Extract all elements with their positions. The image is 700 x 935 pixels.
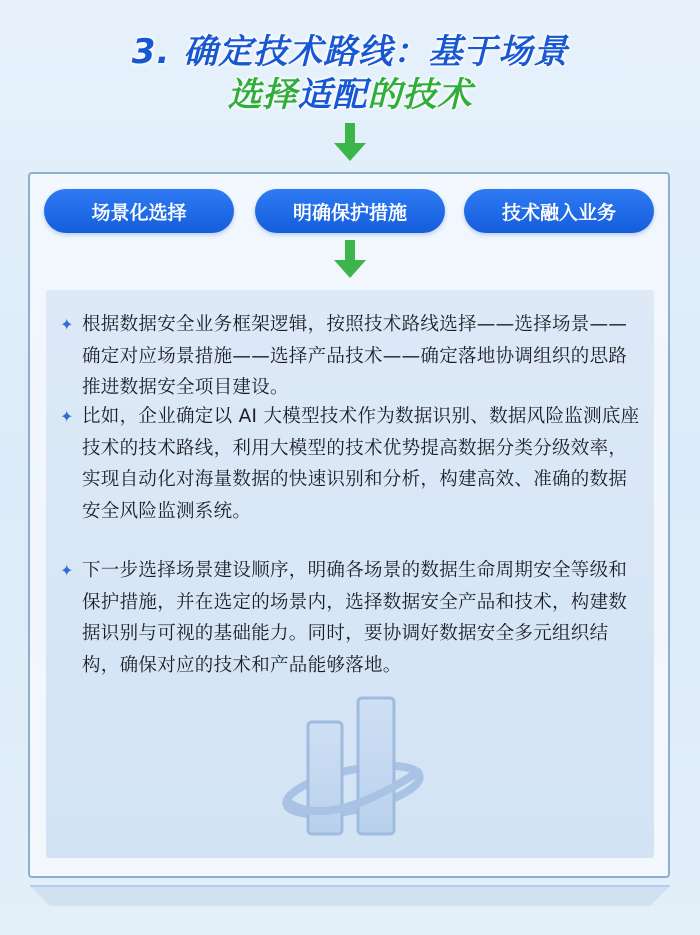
step-pill-label: 技术融入业务 [501, 201, 616, 224]
bullet-item-2 [60, 401, 642, 527]
step-pill-integration [464, 189, 654, 233]
bullet-item-3 [60, 555, 642, 681]
bullet-text: 比如，企业确定以 AI 大模型技术作为数据识别、数据风险监测底座技术的技术路线，利用大模型的技术优势提高数据分类分级效率，实现自动化对海量数据的快速识别和分析，构建高效、准确的数据安全风险监测系统。 [82, 406, 640, 522]
step-pill-label: 场景化选择 [91, 201, 187, 224]
sparkle-icon: ✦ [60, 407, 74, 426]
bullet-text: 根据数据安全业务框架逻辑，按照技术路线选择——选择场景——确定对应场景措施——选择产品技术——确定落地协调组织的思路推进数据安全项目建设。 [82, 314, 628, 398]
down-arrow-icon [333, 123, 367, 163]
title-line2-part3: 的技术 [367, 75, 473, 115]
bullet-text: 下一步选择场景建设顺序，明确各场景的数据生命周期安全等级和保护措施，并在选定的场景内，选择数据安全产品和技术，构建数据识别与可视的基础能力。同时，要协调好数据安全多元组织结构，确保对应的技术和产品能够落地。 [82, 560, 628, 676]
page-title [0, 30, 700, 74]
floor-decoration [30, 880, 670, 910]
step-pill-scene [44, 189, 234, 233]
title-line2-part1: 选择 [227, 75, 298, 115]
page-subtitle [0, 73, 700, 117]
bullet-item-1 [60, 309, 642, 404]
title-line1: 3. 确定技术路线：基于场景 [131, 32, 569, 72]
sparkle-icon: ✦ [60, 315, 74, 334]
title-line2-part2: 适配 [297, 75, 368, 115]
sparkle-icon: ✦ [60, 561, 74, 580]
bar-chart-orbit-icon [278, 690, 428, 840]
down-arrow-icon [333, 240, 367, 280]
step-pill-protection [255, 189, 445, 233]
step-pill-label: 明确保护措施 [292, 201, 407, 224]
